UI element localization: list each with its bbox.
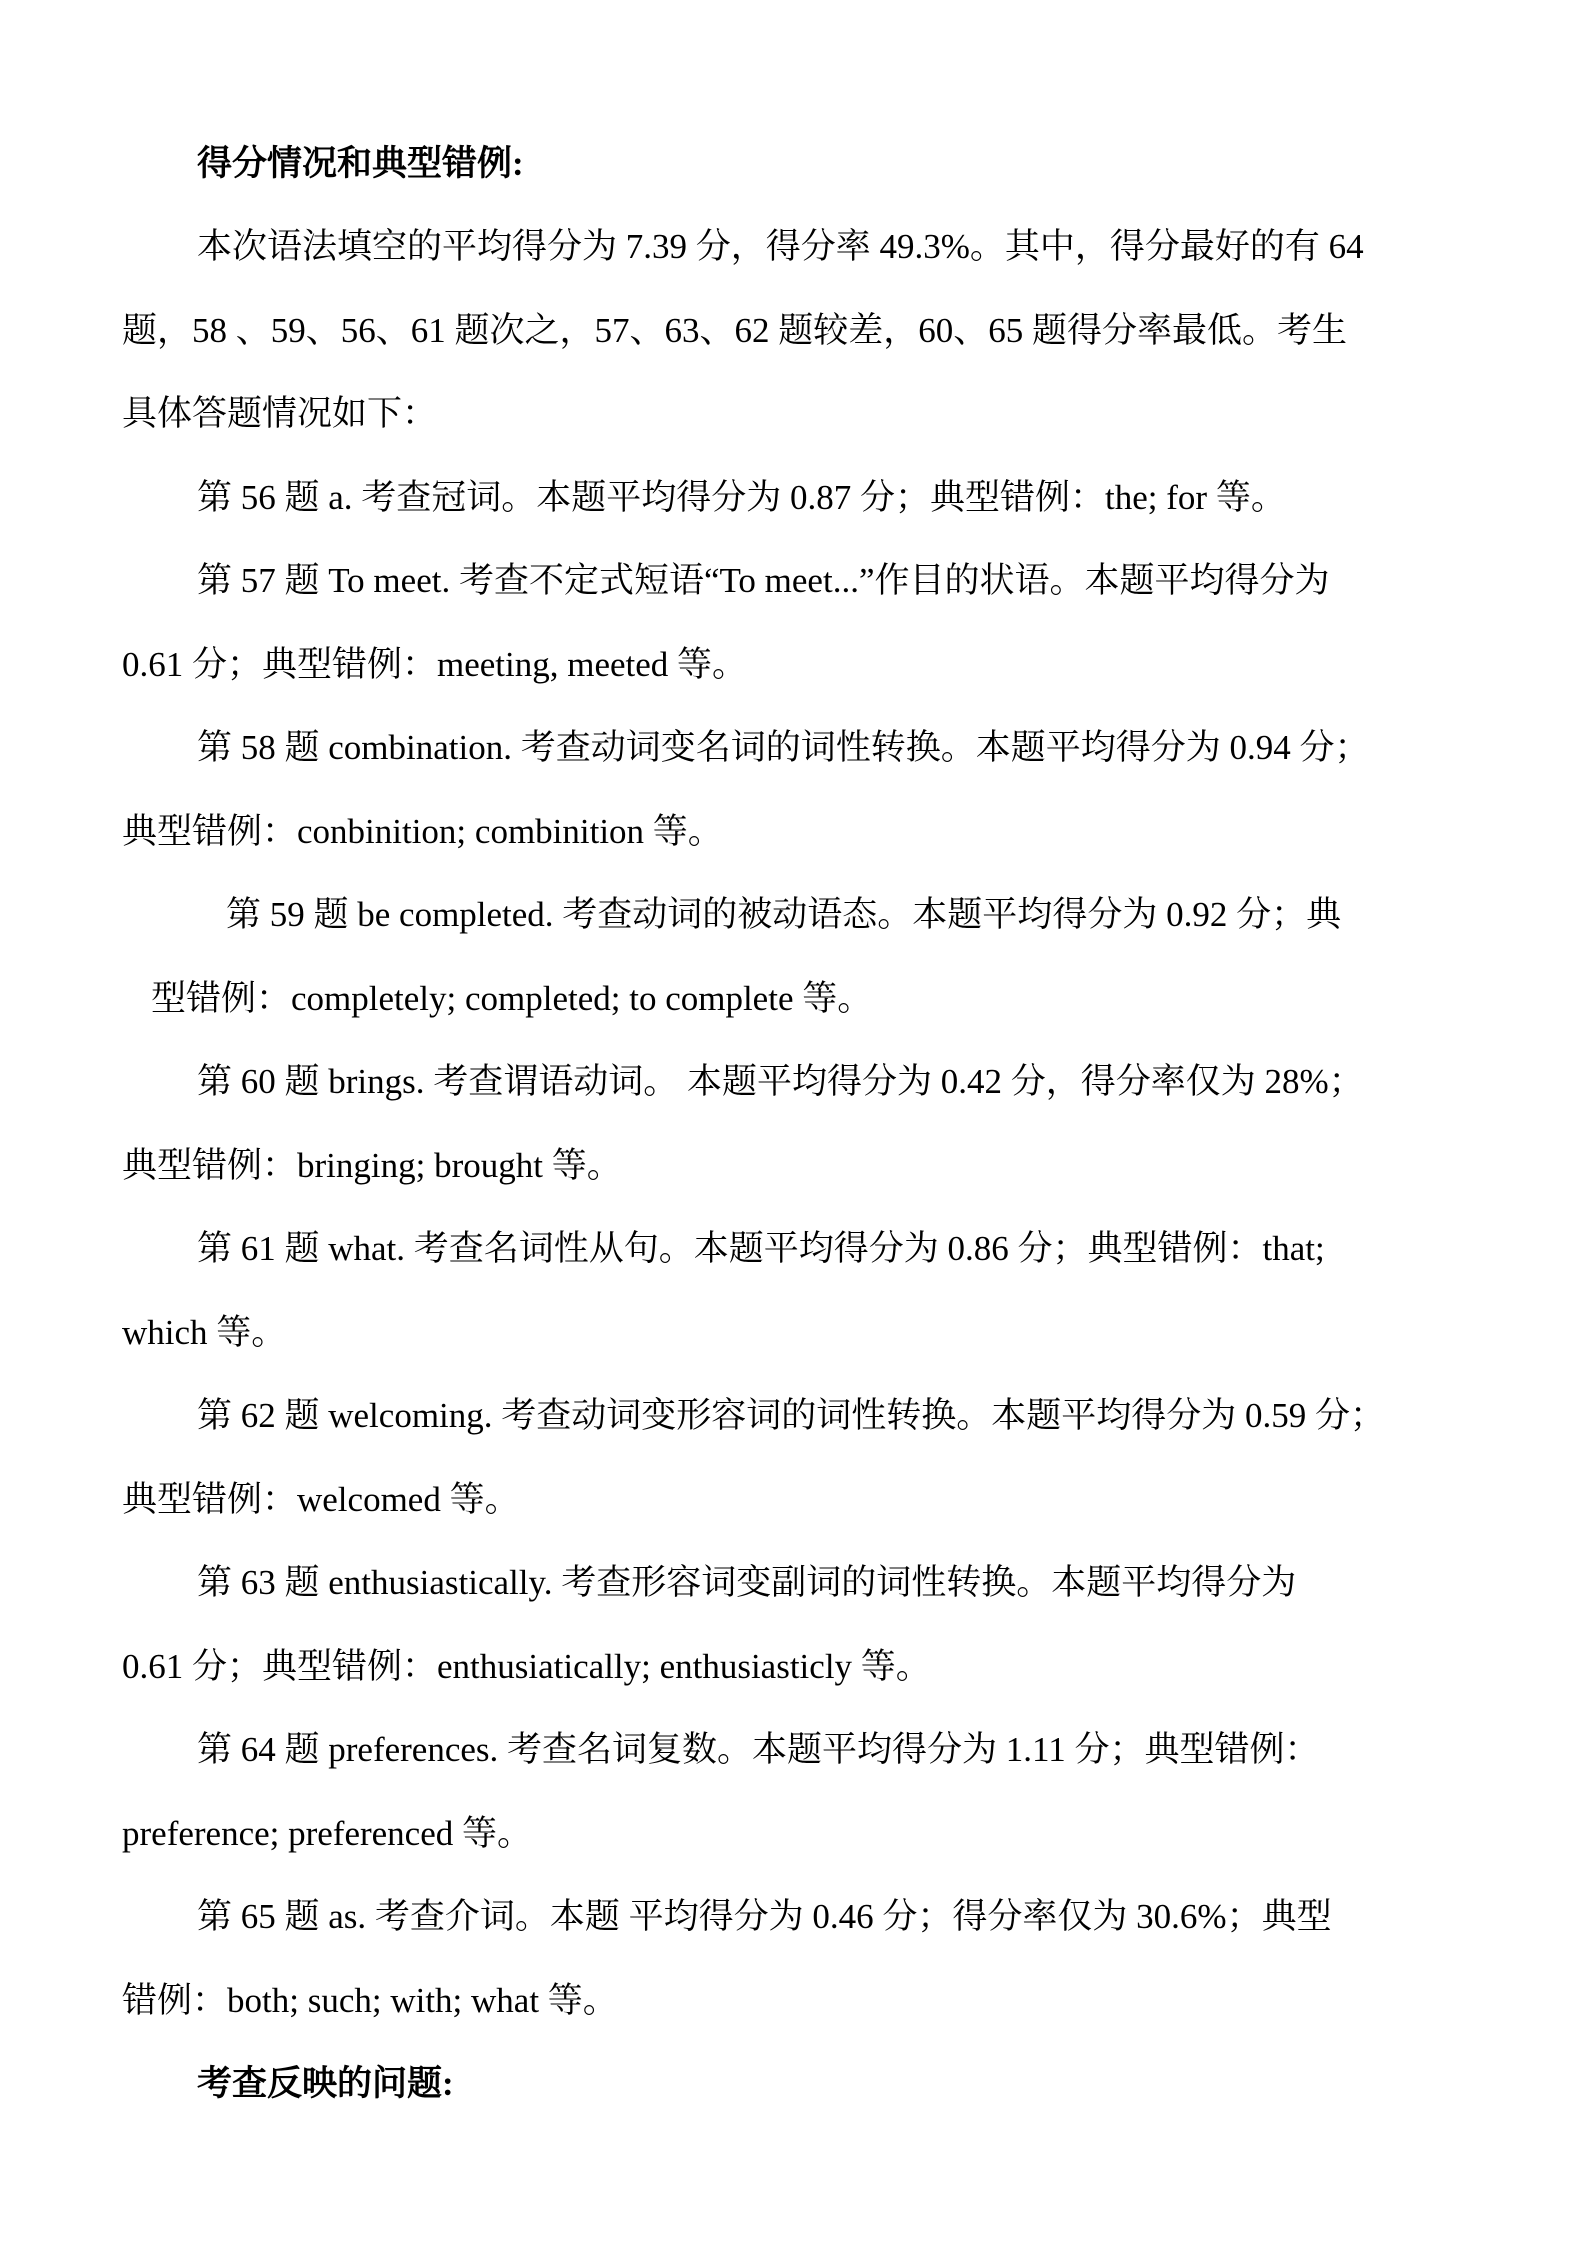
heading-scores: 得分情况和典型错例:	[197, 144, 524, 183]
q64-line-1: 第 64 题 preferences. 考查名词复数。本题平均得分为 1.11 分；典型错例：	[197, 1730, 1320, 1769]
q58-line-2: 典型错例：conbinition; combinition 等。	[122, 812, 723, 851]
q63-line-2: 0.61 分；典型错例：enthusiatically; enthusiasticly 等。	[122, 1647, 931, 1686]
q62-line-1: 第 62 题 welcoming. 考查动词变形容词的词性转换。本题平均得分为 0.59 分；	[197, 1396, 1386, 1435]
q58-line-1: 第 58 题 combination. 考查动词变名词的词性转换。本题平均得分为 0.94 分；	[197, 728, 1370, 767]
q63-line-1: 第 63 题 enthusiastically. 考查形容词变副词的词性转换。本题平均得分为	[197, 1563, 1297, 1602]
summary-line-1: 本次语法填空的平均得分为 7.39 分，得分率 49.3%。其中，得分最好的有 64	[197, 227, 1364, 266]
summary-line-2: 题，58 、59、56、61 题次之，57、63、62 题较差，60、65 题得分率最低。考生	[122, 311, 1348, 350]
summary-line-3: 具体答题情况如下：	[122, 394, 438, 433]
q60-line-2: 典型错例：bringing; brought 等。	[122, 1146, 622, 1185]
q59-line-2: 型错例：completely; completed; to complete 等。	[151, 979, 873, 1018]
q57-line-2: 0.61 分；典型错例：meeting, meeted 等。	[122, 645, 748, 684]
q60-line-1: 第 60 题 brings. 考查谓语动词。 本题平均得分为 0.42 分，得分率仅为 28%；	[197, 1062, 1364, 1101]
q56-line-1: 第 56 题 a. 考查冠词。本题平均得分为 0.87 分；典型错例：the; for 等。	[197, 478, 1286, 517]
q64-line-2: preference; preferenced 等。	[122, 1814, 533, 1853]
q61-line-2: which 等。	[122, 1313, 287, 1352]
q59-line-1: 第 59 题 be completed. 考查动词的被动语态。本题平均得分为 0.92 分；典	[226, 895, 1342, 934]
q57-line-1: 第 57 题 To meet. 考查不定式短语“To meet...”作目的状语。本题平均得分为	[197, 561, 1330, 600]
heading-problems: 考查反映的问题:	[197, 2064, 454, 2103]
q65-line-1: 第 65 题 as. 考查介词。本题 平均得分为 0.46 分；得分率仅为 30.6%；典型	[197, 1897, 1332, 1936]
q62-line-2: 典型错例：welcomed 等。	[122, 1480, 520, 1519]
q61-line-1: 第 61 题 what. 考查名词性从句。本题平均得分为 0.86 分；典型错例：that;	[197, 1229, 1325, 1268]
q65-line-2: 错例：both; such; with; what 等。	[122, 1981, 618, 2020]
